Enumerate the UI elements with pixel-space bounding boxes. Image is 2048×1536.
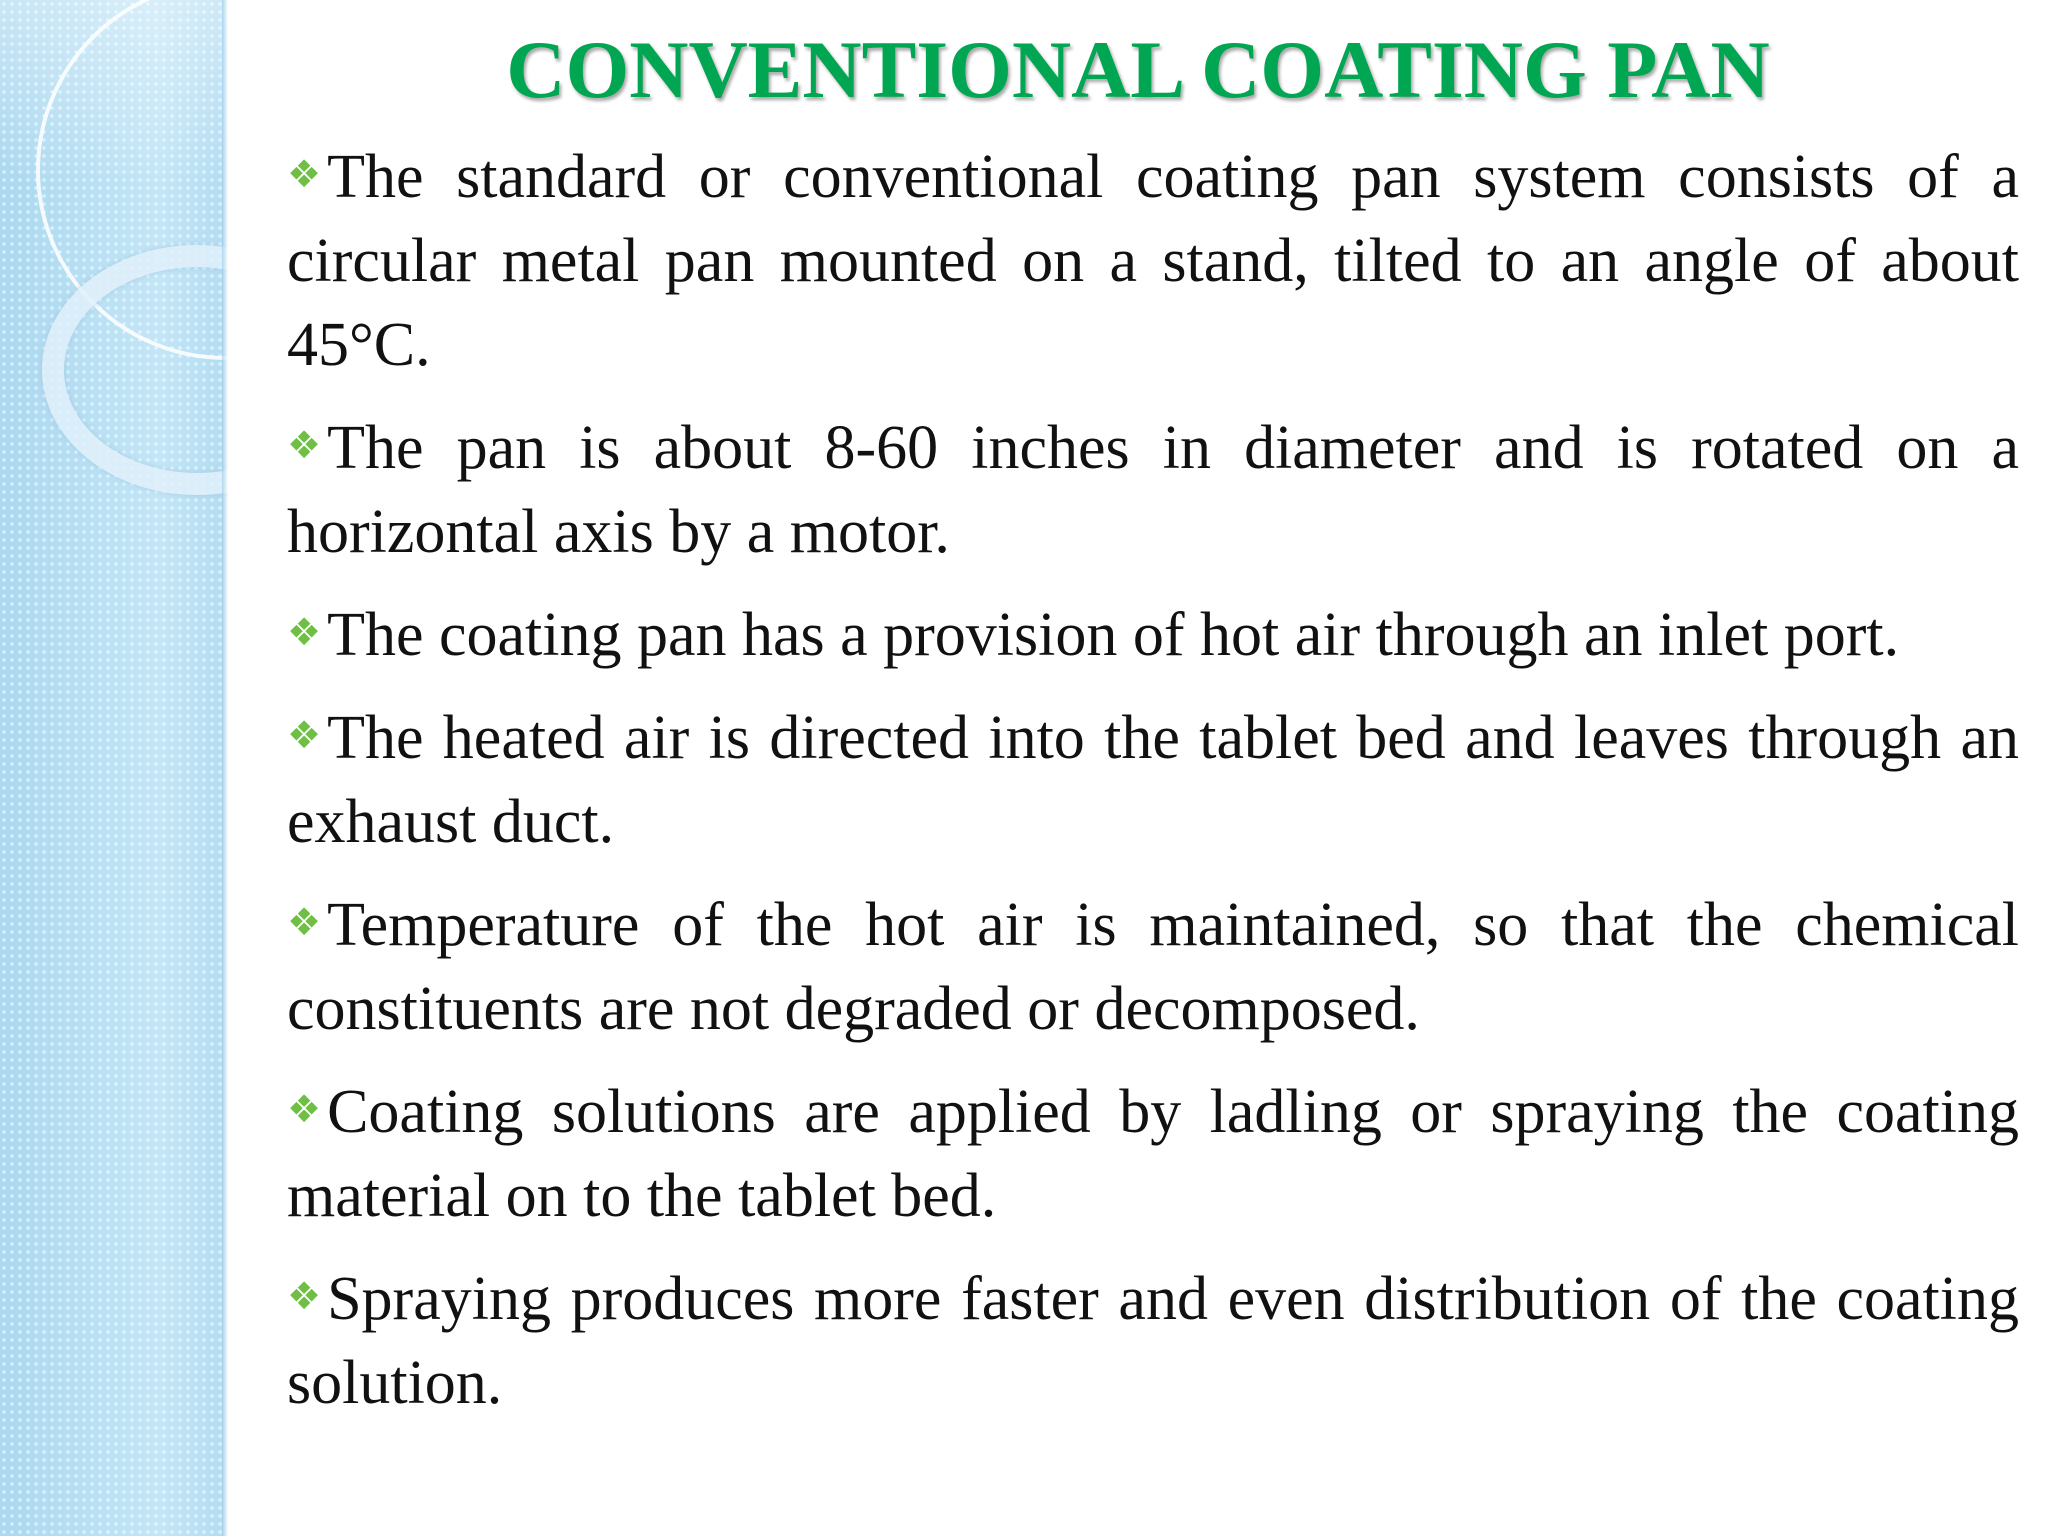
bullet-item	[287, 1254, 2019, 1425]
bullet-item	[287, 880, 2019, 1051]
diamond-bullet-icon: ❖	[287, 1274, 322, 1318]
diamond-bullet-icon: ❖	[287, 713, 322, 757]
bullet-text: The coating pan has a provision of hot air through an inlet port.	[327, 601, 1900, 669]
bullet-item	[287, 132, 2019, 387]
bullet-text: The pan is about 8-60 inches in diameter and is rotated on a horizontal axis by a motor.	[287, 414, 2019, 566]
bullet-text: Temperature of the hot air is maintained, so that the chemical constituents are not degraded or decomposed.	[287, 891, 2019, 1043]
bullet-text: The standard or conventional coating pan system consists of a circular metal pan mounted on a stand, tilted to an angle of about 45°C.	[287, 143, 2019, 379]
side-panel-edge	[222, 0, 228, 1536]
bullet-item	[287, 1067, 2019, 1238]
slide-title: CONVENTIONAL COATING PAN	[506, 24, 1770, 115]
bullet-text: Coating solutions are applied by ladling or spraying the coating material on to the tablet bed.	[287, 1078, 2019, 1230]
bullet-text: The heated air is directed into the tablet bed and leaves through an exhaust duct.	[287, 704, 2019, 856]
bullet-item	[287, 693, 2019, 864]
decorative-side-panel	[0, 0, 228, 1536]
bullet-text: Spraying produces more faster and even distribution of the coating solution.	[287, 1265, 2019, 1417]
bullet-item	[287, 590, 2019, 677]
diamond-bullet-icon: ❖	[287, 152, 322, 196]
decorative-ring-small	[42, 245, 228, 495]
diamond-bullet-icon: ❖	[287, 610, 322, 654]
bullet-list	[287, 132, 2019, 1441]
diamond-bullet-icon: ❖	[287, 1087, 322, 1131]
diamond-bullet-icon: ❖	[287, 423, 322, 467]
diamond-bullet-icon: ❖	[287, 900, 322, 944]
bullet-item	[287, 403, 2019, 574]
